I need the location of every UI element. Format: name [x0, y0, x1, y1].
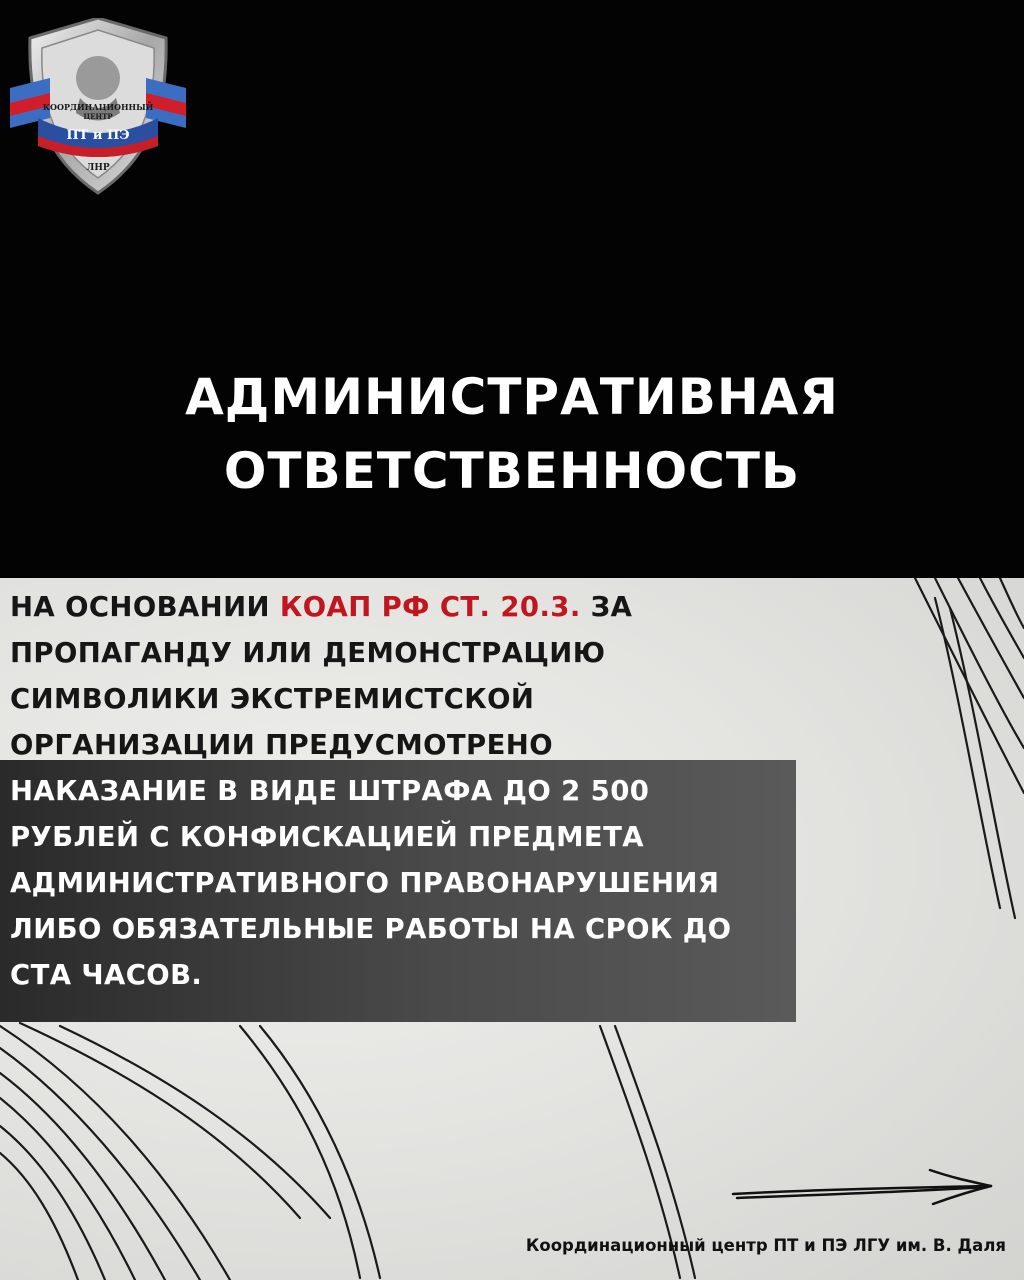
page-title	[0, 360, 1024, 508]
body-line-4: ОРГАНИЗАЦИИ ПРЕДУСМОТРЕНО	[10, 729, 553, 761]
logo-region: ЛНР	[86, 163, 110, 173]
body-line-3: СИМВОЛИКИ ЭКСТРЕМИСТСКОЙ	[10, 683, 535, 715]
title-line-2: ОТВЕТСТВЕННОСТЬ	[223, 442, 801, 500]
logo-abbr: ПТ и ПЭ	[66, 128, 130, 143]
body-line-1-prefix: НА ОСНОВАНИИ	[10, 591, 280, 623]
body-line-5: НАКАЗАНИЕ В ВИДЕ ШТРАФА ДО 2 500	[10, 775, 650, 807]
law-description	[10, 584, 810, 998]
body-line-2: ПРОПАГАНДУ ИЛИ ДЕМОНСТРАЦИЮ	[10, 637, 606, 669]
shield-icon	[10, 18, 190, 198]
body-line-6: РУБЛЕЙ С КОНФИСКАЦИЕЙ ПРЕДМЕТА	[10, 821, 644, 853]
body-line-9: СТА ЧАСОВ.	[10, 959, 203, 991]
organization-logo	[10, 18, 190, 198]
logo-org-line2: ЦЕНТР	[83, 112, 113, 121]
law-reference: КОАП РФ СТ. 20.3.	[279, 591, 581, 623]
logo-org-line1: КООРДИНАЦИОННЫЙ	[42, 102, 154, 112]
body-line-1	[10, 584, 810, 630]
footer-credit: Координационный центр ПТ и ПЭ ЛГУ им. В. Даля	[525, 1236, 1006, 1255]
body-line-7: АДМИНИСТРАТИВНОГО ПРАВОНАРУШЕНИЯ	[10, 867, 720, 899]
title-line-1: АДМИНИСТРАТИВНАЯ	[185, 368, 839, 426]
arrow-right-icon	[725, 1160, 1005, 1220]
body-line-1-suffix: ЗА	[580, 591, 633, 623]
body-line-8: ЛИБО ОБЯЗАТЕЛЬНЫЕ РАБОТЫ НА СРОК ДО	[10, 913, 732, 945]
